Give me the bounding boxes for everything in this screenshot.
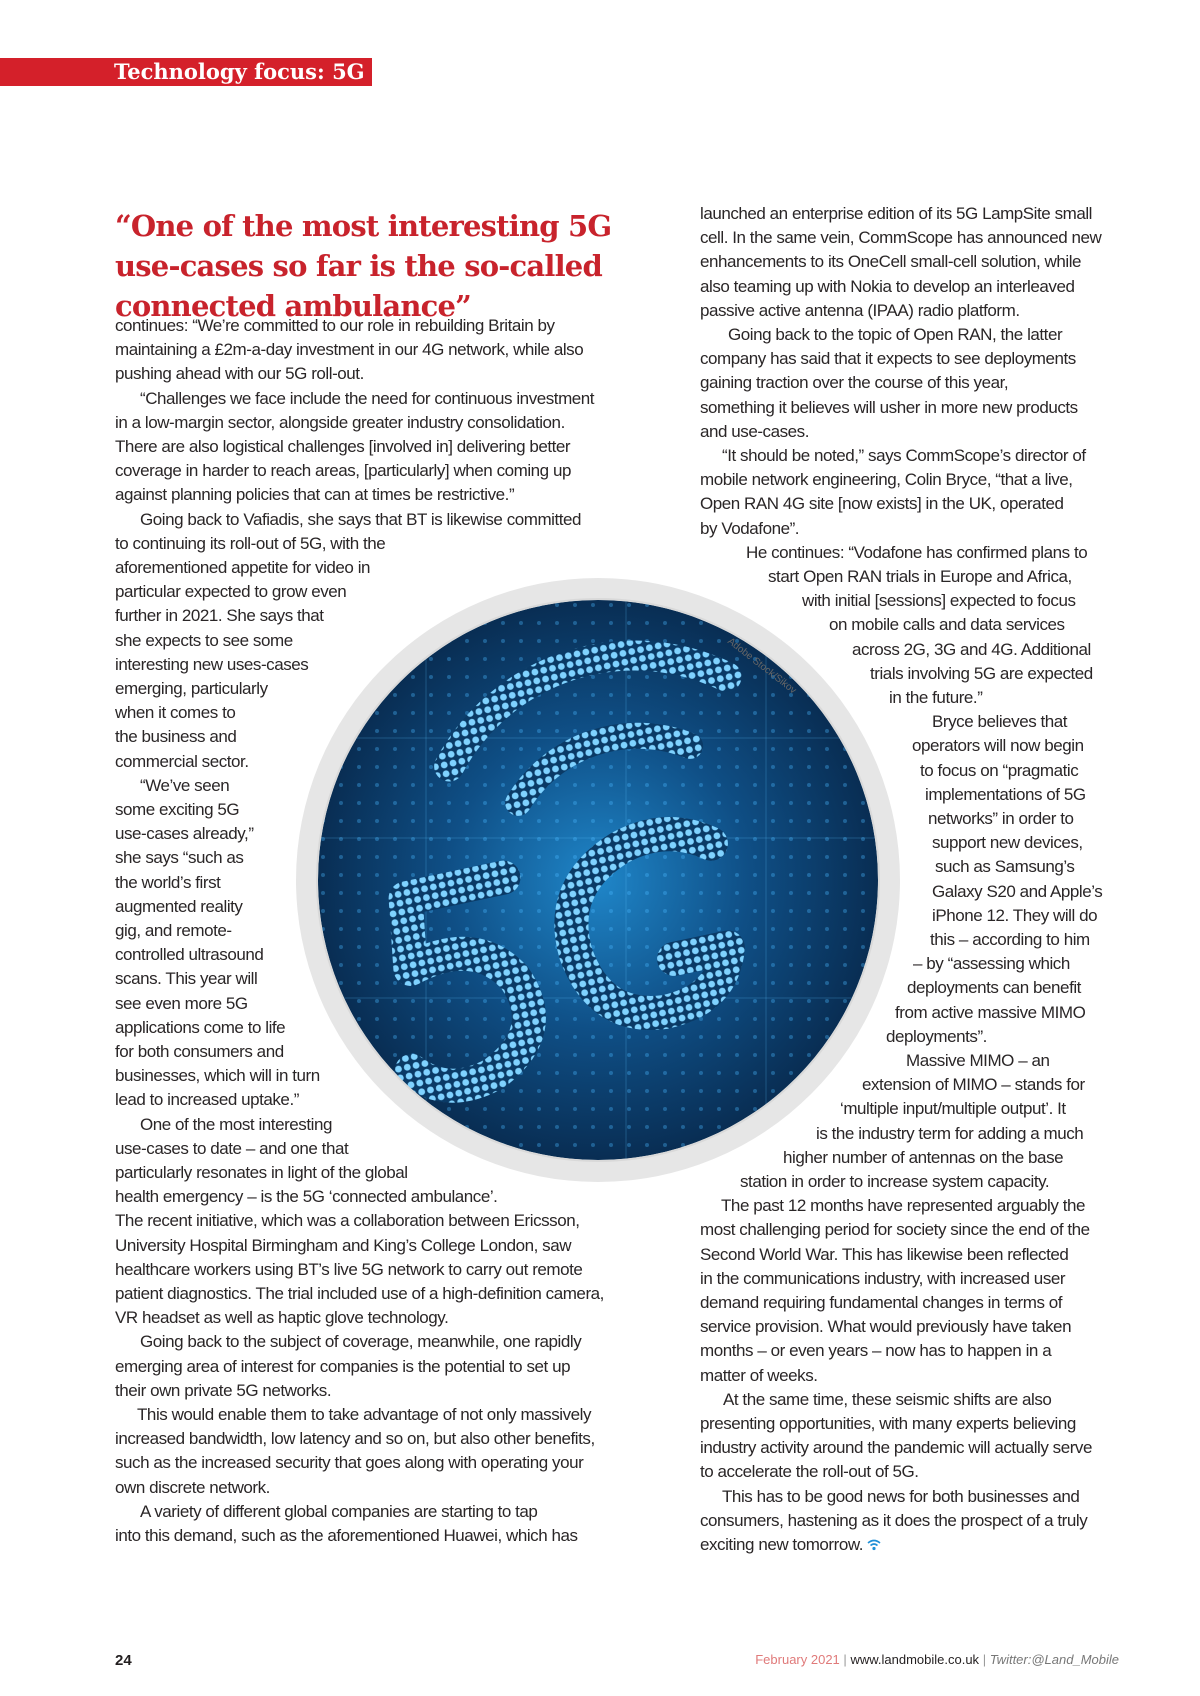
body-text-line: to continuing its roll-out of 5G, with the <box>115 533 386 553</box>
body-text-line: use-cases already,” <box>115 824 254 844</box>
body-text: operators will now begin <box>912 736 1084 756</box>
body-text-line <box>802 589 1076 613</box>
body-text-line <box>932 880 1102 904</box>
body-text-line: University Hospital Birmingham and King’s College London, saw <box>115 1235 572 1255</box>
body-text-line <box>740 1170 1049 1194</box>
body-text-line <box>886 1025 987 1049</box>
body-text-line: controlled ultrasound <box>115 945 264 965</box>
body-text-line <box>816 1122 1083 1146</box>
body-text-line <box>700 517 799 541</box>
body-text-line <box>932 710 1067 734</box>
image-credit: Adobe Stock/Sikov <box>725 636 799 697</box>
body-text-line <box>932 904 1097 928</box>
body-text: across 2G, 3G and 4G. Additional <box>852 639 1091 659</box>
body-text: networks” in order to <box>928 809 1074 828</box>
body-text-line <box>700 1267 1065 1291</box>
body-text: extension of MIMO – stands for <box>862 1075 1085 1095</box>
body-text-line <box>889 686 982 710</box>
body-text: “It should be noted,” says CommScope’s director of <box>722 446 1086 465</box>
body-text-line: she expects to see some <box>115 630 293 650</box>
body-text: exciting new tomorrow. <box>700 1535 864 1554</box>
body-text-line: There are also logistical challenges [involved in] delivering better <box>115 437 571 456</box>
body-text: Bryce believes that <box>932 712 1068 732</box>
body-text-line <box>700 1315 1071 1339</box>
body-text-line <box>935 855 1074 879</box>
body-text-line <box>829 613 1065 637</box>
twitter-handle[interactable]: Twitter:@Land_Mobile <box>989 1652 1119 1667</box>
body-text-line: businesses, which will in turn <box>115 1066 320 1086</box>
body-text-line: gig, and remote- <box>115 921 232 940</box>
body-text: Massive MIMO – an <box>906 1051 1050 1070</box>
body-text-line: see even more 5G <box>115 993 248 1013</box>
body-text: something it believes will usher in more new products <box>700 397 1078 417</box>
body-text-line <box>912 734 1084 758</box>
body-text-line <box>700 1339 1051 1363</box>
body-text: such as Samsung’s <box>935 857 1075 877</box>
body-text: launched an enterprise edition of its 5G LampSite small <box>700 204 1092 223</box>
body-text: Galaxy S20 and Apple’s <box>932 881 1103 901</box>
body-text-line: The recent initiative, which was a collaboration between Ericsson, <box>115 1211 580 1231</box>
body-text: to accelerate the roll-out of 5G. <box>700 1462 919 1482</box>
body-text: higher number of antennas on the base <box>783 1147 1064 1167</box>
body-text: in the future.” <box>889 688 983 707</box>
body-text-line <box>700 492 1063 516</box>
body-text-line: emerging area of interest for companies is the potential to set up <box>115 1356 571 1376</box>
body-text-line <box>700 1291 1062 1315</box>
body-text-line: “Challenges we face include the need for continuous investment <box>140 388 595 408</box>
body-text-line <box>700 250 1081 274</box>
body-text-line <box>932 831 1083 855</box>
wifi-icon <box>867 1539 881 1551</box>
body-text-line <box>700 1412 1076 1436</box>
body-text-line <box>700 275 1074 299</box>
body-text-line: applications come to life <box>115 1017 286 1037</box>
body-text: most challenging period for society since the end of the <box>700 1220 1090 1240</box>
body-text-line <box>700 420 809 444</box>
body-text-line <box>746 541 1087 565</box>
footer-separator: | <box>982 1652 987 1667</box>
body-text: This has to be good news for both businesses and <box>722 1486 1080 1506</box>
body-text-line <box>920 759 1078 783</box>
body-text-line: healthcare workers using BT’s live 5G network to carry out remote <box>115 1259 583 1279</box>
body-text-line: maintaining a £2m-a-day investment in our 4G network, while also <box>115 340 584 360</box>
body-text-line: interesting new uses-cases <box>115 654 309 674</box>
body-text-line: One of the most interesting <box>140 1114 332 1134</box>
body-text-line: particular expected to grow even <box>115 582 347 602</box>
body-text-line: the world’s first <box>115 872 221 892</box>
body-text: He continues: “Vodafone has confirmed plans to <box>746 542 1088 562</box>
body-text-line: increased bandwidth, low latency and so on, but also other benefits, <box>115 1429 595 1449</box>
body-text-line <box>870 662 1093 686</box>
body-text: deployments can benefit <box>907 978 1081 998</box>
website-link[interactable]: www.landmobile.co.uk <box>850 1652 980 1667</box>
body-text: ‘multiple input/multiple output’. It <box>840 1099 1066 1119</box>
body-text: industry activity around the pandemic will actually serve <box>700 1438 1092 1458</box>
body-text-line: Going back to Vafiadis, she says that BT is likewise committed <box>140 509 582 529</box>
body-text: demand requiring fundamental changes in terms of <box>700 1293 1063 1312</box>
body-text-line: the business and <box>115 727 237 747</box>
body-text-line: own discrete network. <box>115 1477 270 1497</box>
body-text-line: commercial sector. <box>115 751 249 771</box>
body-text: presenting opportunities, with many experts believing <box>700 1414 1076 1433</box>
body-text-line <box>700 1509 1087 1533</box>
body-text: in the communications industry, with increased user <box>700 1268 1066 1288</box>
body-text-line <box>700 1243 1068 1267</box>
body-text-line <box>930 928 1090 952</box>
body-text-line: “We’ve seen <box>140 775 230 795</box>
body-text-line <box>862 1073 1085 1097</box>
body-text-line: coverage in harder to reach areas, [particularly] when coming up <box>115 461 571 481</box>
body-text: Going back to the topic of Open RAN, the latter <box>728 325 1063 344</box>
body-text-line: patient diagnostics. The trial included use of a high-definition camera, <box>115 1284 604 1303</box>
body-text-line: when it comes to <box>115 703 236 723</box>
body-text: support new devices, <box>932 833 1083 853</box>
body-text-line: Going back to the subject of coverage, meanwhile, one rapidly <box>140 1332 582 1352</box>
body-text: passive active antenna (IPAA) radio platform. <box>700 300 1020 320</box>
body-text-line <box>700 1533 881 1557</box>
body-text-line <box>728 323 1062 347</box>
body-text-line <box>907 976 1081 1000</box>
body-text-line: A variety of different global companies are starting to tap <box>140 1501 538 1521</box>
body-text: this – according to him <box>930 930 1090 949</box>
body-text-line: health emergency – is the 5G ‘connected ambulance’. <box>115 1187 498 1207</box>
body-text: start Open RAN trials in Europe and Africa, <box>768 567 1072 586</box>
body-text-line <box>906 1049 1050 1073</box>
body-text: and use-cases. <box>700 421 809 441</box>
body-text: trials involving 5G are expected <box>870 663 1093 683</box>
body-text-line <box>700 202 1092 226</box>
body-text: – by “assessing which <box>913 954 1070 974</box>
body-text: with initial [sessions] expected to focus <box>802 591 1076 611</box>
body-text-line: aforementioned appetite for video in <box>115 558 371 577</box>
page-number: 24 <box>115 1652 132 1669</box>
body-text-line: she says “such as <box>115 848 244 868</box>
body-text-line <box>928 807 1074 831</box>
body-text-line <box>722 1485 1079 1509</box>
body-text-line <box>913 952 1070 976</box>
body-text: gaining traction over the course of this year, <box>700 373 1009 393</box>
body-text: by Vodafone”. <box>700 518 800 538</box>
body-text-line <box>700 1364 818 1388</box>
body-text-line: lead to increased uptake.” <box>115 1090 299 1110</box>
body-text-line <box>852 638 1091 662</box>
body-text: company has said that it expects to see deployments <box>700 349 1076 369</box>
body-text: At the same time, these seismic shifts are also <box>723 1389 1052 1409</box>
body-text-line <box>700 1460 919 1484</box>
body-text-line: into this demand, such as the aforementioned Huawei, which has <box>115 1526 578 1545</box>
body-text: cell. In the same vein, CommScope has announced new <box>700 228 1102 248</box>
body-text: implementations of 5G <box>925 784 1086 804</box>
body-text: also teaming up with Nokia to develop an interleaved <box>700 276 1075 296</box>
body-text-line: VR headset as well as haptic glove technology. <box>115 1308 449 1328</box>
body-text-line: continues: “We’re committed to our role in rebuilding Britain by <box>115 316 555 335</box>
body-text-line <box>768 565 1072 589</box>
body-text: months – or even years – now has to happen in a <box>700 1341 1052 1361</box>
footer-separator: | <box>843 1652 847 1667</box>
body-text: mobile network engineering, Colin Bryce, “that a live, <box>700 470 1073 490</box>
body-text-line: particularly resonates in light of the global <box>115 1163 408 1182</box>
body-text-line: for both consumers and <box>115 1042 284 1061</box>
body-text: is the industry term for adding a much <box>816 1123 1084 1143</box>
body-text-line: further in 2021. She says that <box>115 606 324 626</box>
body-text: Second World War. This has likewise been reflected <box>700 1244 1069 1264</box>
body-text-line: some exciting 5G <box>115 800 240 819</box>
body-text: to focus on “pragmatic <box>920 760 1079 780</box>
body-text-line <box>721 1194 1085 1218</box>
body-text-line <box>700 371 1008 395</box>
body-text-line: scans. This year will <box>115 969 258 989</box>
body-text-line: their own private 5G networks. <box>115 1380 332 1400</box>
body-text: station in order to increase system capacity. <box>740 1172 1050 1191</box>
body-text: deployments”. <box>886 1026 987 1046</box>
footer-info <box>755 1652 1119 1667</box>
body-text-line: augmented reality <box>115 896 243 916</box>
body-text-line <box>700 468 1073 492</box>
body-text-line <box>722 444 1086 468</box>
body-text: from active massive MIMO <box>895 1002 1086 1022</box>
body-text-line: use-cases to date – and one that <box>115 1138 349 1158</box>
body-text-line <box>700 226 1101 250</box>
body-text: The past 12 months have represented arguably the <box>721 1196 1085 1216</box>
body-text-line: This would enable them to take advantage of not only massively <box>137 1405 592 1424</box>
body-text-line <box>723 1388 1051 1412</box>
body-text-line <box>700 299 1020 323</box>
body-text-line: pushing ahead with our 5G roll-out. <box>115 364 364 384</box>
body-text-line <box>700 1436 1092 1460</box>
body-text: consumers, hastening as it does the prospect of a truly <box>700 1510 1088 1530</box>
body-text-line: emerging, particularly <box>115 679 268 698</box>
body-text-line <box>925 783 1086 807</box>
body-text-line <box>895 1001 1085 1025</box>
body-text-line <box>700 396 1078 420</box>
body-text-line <box>783 1146 1063 1170</box>
body-text-line <box>700 1218 1090 1242</box>
body-text: matter of weeks. <box>700 1365 818 1385</box>
body-text: enhancements to its OneCell small-cell solution, while <box>700 252 1082 272</box>
body-text: on mobile calls and data services <box>829 615 1065 635</box>
issue-date: February 2021 <box>755 1652 840 1667</box>
body-text-line <box>700 347 1076 371</box>
body-text: Open RAN 4G site [now exists] in the UK, operated <box>700 494 1064 514</box>
body-text: service provision. What would previously have taken <box>700 1317 1072 1337</box>
body-text-line: such as the increased security that goes along with operating your <box>115 1453 584 1473</box>
body-text-line: against planning policies that can at times be restrictive.” <box>115 485 515 505</box>
body-text-line: in a low-margin sector, alongside greater industry consolidation. <box>115 412 565 432</box>
hero-image <box>296 578 900 1182</box>
body-text-line <box>840 1097 1066 1121</box>
pull-quote: “One of the most interesting 5G use-cases so far is the so-called connected ambulance” <box>115 209 612 323</box>
section-title: Technology focus: 5G <box>114 59 365 84</box>
body-text: iPhone 12. They will do <box>932 905 1098 925</box>
